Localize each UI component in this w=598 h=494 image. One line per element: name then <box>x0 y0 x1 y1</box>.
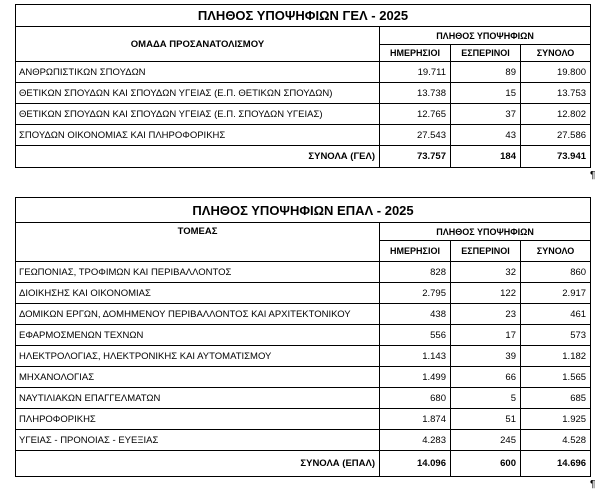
row-name: ΜΗΧΑΝΟΛΟΓΙΑΣ <box>16 367 380 388</box>
row-name: ΓΕΩΠΟΝΙΑΣ, ΤΡΟΦΙΜΩΝ ΚΑΙ ΠΕΡΙΒΑΛΛΟΝΤΟΣ <box>16 262 380 283</box>
gel-col-evening: ΕΣΠΕΡΙΝΟΙ <box>451 45 521 62</box>
table-row <box>16 430 591 451</box>
table-row <box>16 346 591 367</box>
row-total: 685 <box>521 388 591 409</box>
row-evening: 17 <box>451 325 521 346</box>
row-day: 1.143 <box>380 346 451 367</box>
table-row <box>16 283 591 304</box>
epal-group-header: ΤΟΜΕΑΣ <box>16 223 380 262</box>
row-day: 19.711 <box>380 62 451 83</box>
epal-title: ΠΛΗΘΟΣ ΥΠΟΨΗΦΙΩΝ ΕΠΑΛ - 2025 <box>16 198 591 223</box>
table-row <box>16 104 591 125</box>
row-day: 828 <box>380 262 451 283</box>
gel-col-day: ΗΜΕΡΗΣΙΟΙ <box>380 45 451 62</box>
table-row <box>16 125 591 146</box>
row-name: ΠΛΗΡΟΦΟΡΙΚΗΣ <box>16 409 380 430</box>
row-evening: 245 <box>451 430 521 451</box>
row-name: ΘΕΤΙΚΩΝ ΣΠΟΥΔΩΝ ΚΑΙ ΣΠΟΥΔΩΝ ΥΓΕΙΑΣ (Ε.Π. ΣΠΟΥΔΩΝ ΥΓΕΙΑΣ) <box>16 104 380 125</box>
row-total: 4.528 <box>521 430 591 451</box>
row-day: 4.283 <box>380 430 451 451</box>
pilcrow-mark: ¶ <box>590 479 596 490</box>
row-evening: 15 <box>451 83 521 104</box>
epal-col-day: ΗΜΕΡΗΣΙΟΙ <box>380 241 451 262</box>
row-total: 860 <box>521 262 591 283</box>
table-row <box>16 367 591 388</box>
gel-count-header: ΠΛΗΘΟΣ ΥΠΟΨΗΦΙΩΝ <box>380 27 591 45</box>
row-evening: 32 <box>451 262 521 283</box>
table-row <box>16 62 591 83</box>
row-evening: 51 <box>451 409 521 430</box>
row-day: 12.765 <box>380 104 451 125</box>
row-total: 1.925 <box>521 409 591 430</box>
table-row <box>16 325 591 346</box>
epal-title-row <box>16 198 591 223</box>
row-total: 573 <box>521 325 591 346</box>
epal-table <box>15 197 591 477</box>
row-day: 2.795 <box>380 283 451 304</box>
row-evening: 23 <box>451 304 521 325</box>
gel-title-row <box>16 5 591 27</box>
row-day: 680 <box>380 388 451 409</box>
epal-col-evening: ΕΣΠΕΡΙΝΟΙ <box>451 241 521 262</box>
row-evening: 37 <box>451 104 521 125</box>
row-name: ΗΛΕΚΤΡΟΛΟΓΙΑΣ, ΗΛΕΚΤΡΟΝΙΚΗΣ ΚΑΙ ΑΥΤΟΜΑΤΙΣΜΟΥ <box>16 346 380 367</box>
row-total: 13.753 <box>521 83 591 104</box>
epal-totals-evening: 600 <box>451 451 521 477</box>
gel-totals-label: ΣΥΝΟΛΑ (ΓΕΛ) <box>16 146 380 168</box>
epal-totals-row <box>16 451 591 477</box>
row-day: 438 <box>380 304 451 325</box>
row-evening: 89 <box>451 62 521 83</box>
gel-totals-total: 73.941 <box>521 146 591 168</box>
row-name: ΝΑΥΤΙΛΙΑΚΩΝ ΕΠΑΓΓΕΛΜΑΤΩΝ <box>16 388 380 409</box>
table-row <box>16 304 591 325</box>
row-day: 556 <box>380 325 451 346</box>
epal-count-header: ΠΛΗΘΟΣ ΥΠΟΨΗΦΙΩΝ <box>380 223 591 241</box>
gel-header-row <box>16 27 591 45</box>
gel-totals-day: 73.757 <box>380 146 451 168</box>
epal-col-total: ΣΥΝΟΛΟ <box>521 241 591 262</box>
gel-totals-row <box>16 146 591 168</box>
row-day: 1.499 <box>380 367 451 388</box>
gel-totals-evening: 184 <box>451 146 521 168</box>
row-name: ΕΦΑΡΜΟΣΜΕΝΩΝ ΤΕΧΝΩΝ <box>16 325 380 346</box>
gel-table <box>15 4 591 168</box>
gel-col-total: ΣΥΝΟΛΟ <box>521 45 591 62</box>
row-evening: 43 <box>451 125 521 146</box>
row-name: ΥΓΕΙΑΣ - ΠΡΟΝΟΙΑΣ - ΕΥΕΞΙΑΣ <box>16 430 380 451</box>
row-total: 1.565 <box>521 367 591 388</box>
epal-totals-total: 14.696 <box>521 451 591 477</box>
row-total: 27.586 <box>521 125 591 146</box>
epal-header-row <box>16 223 591 241</box>
row-name: ΑΝΘΡΩΠΙΣΤΙΚΩΝ ΣΠΟΥΔΩΝ <box>16 62 380 83</box>
row-total: 1.182 <box>521 346 591 367</box>
row-evening: 122 <box>451 283 521 304</box>
table-row <box>16 262 591 283</box>
row-name: ΘΕΤΙΚΩΝ ΣΠΟΥΔΩΝ ΚΑΙ ΣΠΟΥΔΩΝ ΥΓΕΙΑΣ (Ε.Π. ΘΕΤΙΚΩΝ ΣΠΟΥΔΩΝ) <box>16 83 380 104</box>
row-day: 1.874 <box>380 409 451 430</box>
row-day: 27.543 <box>380 125 451 146</box>
row-name: ΣΠΟΥΔΩΝ ΟΙΚΟΝΟΜΙΑΣ ΚΑΙ ΠΛΗΡΟΦΟΡΙΚΗΣ <box>16 125 380 146</box>
gel-title: ΠΛΗΘΟΣ ΥΠΟΨΗΦΙΩΝ ΓΕΛ - 2025 <box>16 5 591 27</box>
gel-group-header: ΟΜΑΔΑ ΠΡΟΣΑΝΑΤΟΛΙΣΜΟΥ <box>16 27 380 62</box>
row-evening: 5 <box>451 388 521 409</box>
pilcrow-mark: ¶ <box>590 170 596 181</box>
row-evening: 66 <box>451 367 521 388</box>
row-total: 461 <box>521 304 591 325</box>
gel-body <box>16 62 591 146</box>
table-row <box>16 388 591 409</box>
table-row <box>16 409 591 430</box>
row-evening: 39 <box>451 346 521 367</box>
table-row <box>16 83 591 104</box>
epal-totals-label: ΣΥΝΟΛΑ (ΕΠΑΛ) <box>16 451 380 477</box>
row-total: 12.802 <box>521 104 591 125</box>
row-total: 19.800 <box>521 62 591 83</box>
row-name: ΔΟΜΙΚΩΝ ΕΡΓΩΝ, ΔΟΜΗΜΕΝΟΥ ΠΕΡΙΒΑΛΛΟΝΤΟΣ ΚΑΙ ΑΡΧΙΤΕΚΤΟΝΙΚΟΥ <box>16 304 380 325</box>
row-day: 13.738 <box>380 83 451 104</box>
row-name: ΔΙΟΙΚΗΣΗΣ ΚΑΙ ΟΙΚΟΝΟΜΙΑΣ <box>16 283 380 304</box>
epal-totals-day: 14.096 <box>380 451 451 477</box>
row-total: 2.917 <box>521 283 591 304</box>
epal-body <box>16 262 591 451</box>
